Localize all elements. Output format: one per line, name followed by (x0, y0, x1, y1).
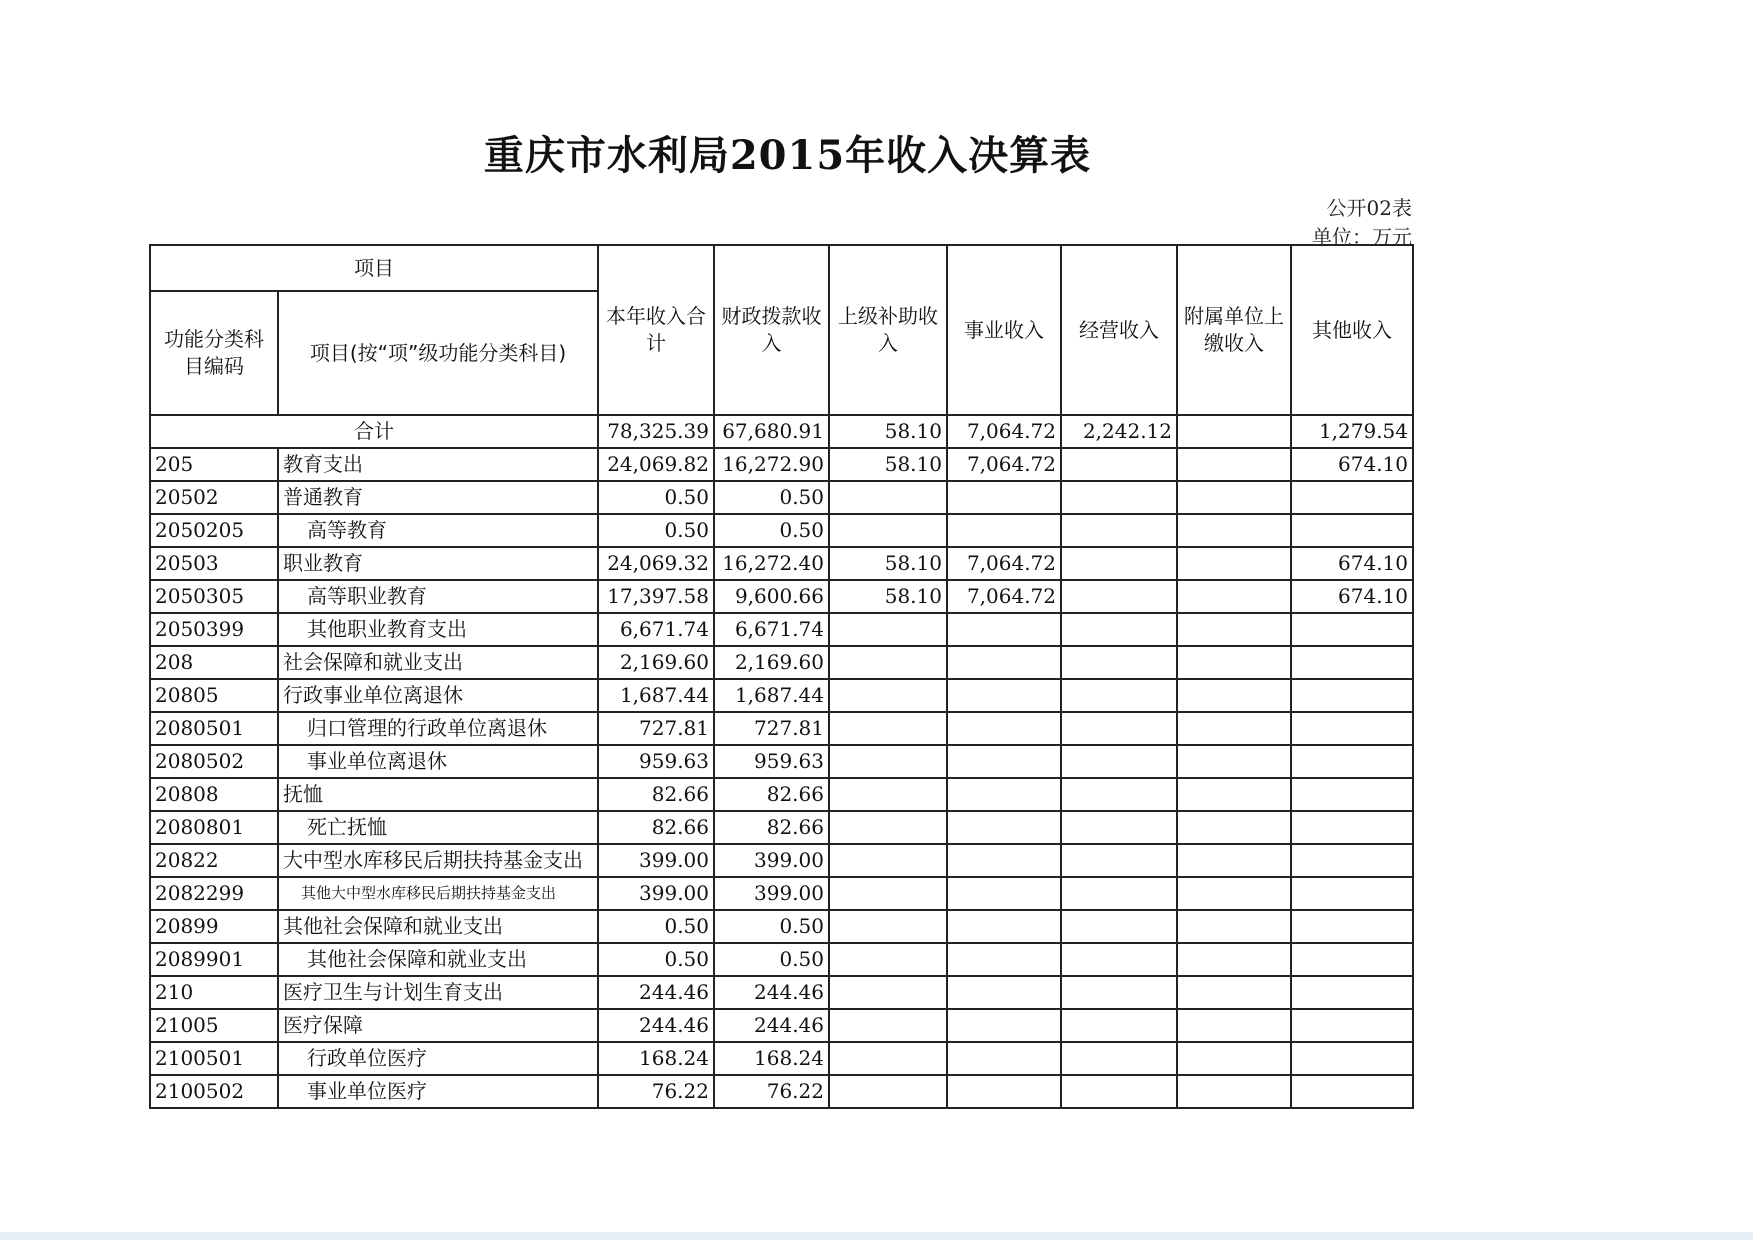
cell-code: 2089901 (150, 943, 278, 976)
cell-operating (1061, 712, 1177, 745)
cell-operating: 2,242.12 (1061, 415, 1177, 448)
cell-business: 7,064.72 (947, 580, 1061, 613)
cell-code: 2100502 (150, 1075, 278, 1108)
cell-code: 205 (150, 448, 278, 481)
cell-affiliated (1177, 1009, 1291, 1042)
cell-affiliated (1177, 646, 1291, 679)
cell-subsidy (829, 811, 947, 844)
cell-fiscal: 0.50 (714, 514, 829, 547)
cell-item-name: 医疗保障 (278, 1009, 598, 1042)
cell-total: 6,671.74 (598, 613, 714, 646)
cell-fiscal: 0.50 (714, 481, 829, 514)
cell-operating (1061, 514, 1177, 547)
cell-subsidy: 58.10 (829, 580, 947, 613)
table-row (150, 679, 1413, 712)
cell-code: 2080502 (150, 745, 278, 778)
cell-business (947, 778, 1061, 811)
cell-subsidy (829, 514, 947, 547)
cell-code: 20808 (150, 778, 278, 811)
cell-subsidy: 58.10 (829, 415, 947, 448)
table-row (150, 943, 1413, 976)
cell-item-name: 事业单位医疗 (278, 1075, 598, 1108)
cell-affiliated (1177, 910, 1291, 943)
cell-business (947, 877, 1061, 910)
header-item-group: 项目 (150, 245, 598, 291)
header-subsidy: 上级补助收入 (829, 245, 947, 415)
cell-item-name: 死亡抚恤 (278, 811, 598, 844)
cell-operating (1061, 745, 1177, 778)
cell-fiscal: 399.00 (714, 877, 829, 910)
cell-item-name: 其他职业教育支出 (278, 613, 598, 646)
cell-operating (1061, 679, 1177, 712)
cell-item-name: 职业教育 (278, 547, 598, 580)
cell-affiliated (1177, 613, 1291, 646)
cell-total: 24,069.32 (598, 547, 714, 580)
cell-operating (1061, 943, 1177, 976)
cell-subsidy (829, 1042, 947, 1075)
cell-item-name: 事业单位离退休 (278, 745, 598, 778)
cell-affiliated (1177, 514, 1291, 547)
cell-business (947, 844, 1061, 877)
cell-total: 24,069.82 (598, 448, 714, 481)
cell-fiscal: 16,272.40 (714, 547, 829, 580)
cell-total: 1,687.44 (598, 679, 714, 712)
cell-other (1291, 745, 1413, 778)
cell-code: 20502 (150, 481, 278, 514)
cell-total: 0.50 (598, 514, 714, 547)
cell-fiscal: 727.81 (714, 712, 829, 745)
cell-operating (1061, 1075, 1177, 1108)
cell-affiliated (1177, 943, 1291, 976)
cell-item-name: 大中型水库移民后期扶持基金支出 (278, 844, 598, 877)
cell-item-name: 高等教育 (278, 514, 598, 547)
cell-fiscal: 244.46 (714, 976, 829, 1009)
cell-code: 20805 (150, 679, 278, 712)
form-number: 公开02表 (1326, 196, 1412, 220)
page-title: 重庆市水利局2015年收入决算表 (483, 132, 1092, 179)
cell-affiliated (1177, 877, 1291, 910)
cell-other (1291, 910, 1413, 943)
cell-total: 82.66 (598, 778, 714, 811)
cell-item-name: 高等职业教育 (278, 580, 598, 613)
table-row (150, 1009, 1413, 1042)
cell-affiliated (1177, 448, 1291, 481)
cell-business (947, 712, 1061, 745)
cell-code: 2082299 (150, 877, 278, 910)
cell-item-name: 抚恤 (278, 778, 598, 811)
table-row (150, 580, 1413, 613)
cell-total: 0.50 (598, 481, 714, 514)
cell-code: 208 (150, 646, 278, 679)
cell-total: 959.63 (598, 745, 714, 778)
cell-subsidy (829, 1075, 947, 1108)
cell-fiscal: 6,671.74 (714, 613, 829, 646)
cell-operating (1061, 448, 1177, 481)
cell-other: 674.10 (1291, 448, 1413, 481)
header-fiscal: 财政拨款收入 (714, 245, 829, 415)
cell-business: 7,064.72 (947, 547, 1061, 580)
cell-subsidy: 58.10 (829, 448, 947, 481)
cell-business (947, 910, 1061, 943)
cell-subsidy (829, 910, 947, 943)
cell-other: 674.10 (1291, 547, 1413, 580)
cell-business (947, 613, 1061, 646)
cell-fiscal: 67,680.91 (714, 415, 829, 448)
cell-other (1291, 778, 1413, 811)
cell-item-name: 行政事业单位离退休 (278, 679, 598, 712)
cell-other (1291, 613, 1413, 646)
cell-code: 20503 (150, 547, 278, 580)
cell-business (947, 646, 1061, 679)
cell-code: 2050205 (150, 514, 278, 547)
cell-affiliated (1177, 580, 1291, 613)
cell-fiscal: 1,687.44 (714, 679, 829, 712)
cell-fiscal: 244.46 (714, 1009, 829, 1042)
cell-total: 78,325.39 (598, 415, 714, 448)
cell-other (1291, 844, 1413, 877)
cell-business (947, 1075, 1061, 1108)
cell-code: 2050399 (150, 613, 278, 646)
table-row (150, 613, 1413, 646)
table-row (150, 646, 1413, 679)
cell-code: 20899 (150, 910, 278, 943)
cell-other (1291, 679, 1413, 712)
table-row (150, 910, 1413, 943)
cell-fiscal: 168.24 (714, 1042, 829, 1075)
table-row (150, 976, 1413, 1009)
cell-subsidy (829, 877, 947, 910)
cell-item-name: 归口管理的行政单位离退休 (278, 712, 598, 745)
income-statement-table (149, 244, 1414, 1109)
cell-item-name: 行政单位医疗 (278, 1042, 598, 1075)
cell-business (947, 514, 1061, 547)
cell-operating (1061, 778, 1177, 811)
cell-affiliated (1177, 415, 1291, 448)
cell-fiscal: 399.00 (714, 844, 829, 877)
cell-subsidy (829, 844, 947, 877)
cell-affiliated (1177, 547, 1291, 580)
cell-code: 2080501 (150, 712, 278, 745)
cell-operating (1061, 613, 1177, 646)
cell-total: 244.46 (598, 1009, 714, 1042)
cell-operating (1061, 811, 1177, 844)
cell-code: 210 (150, 976, 278, 1009)
cell-other (1291, 877, 1413, 910)
cell-other (1291, 646, 1413, 679)
table-row (150, 877, 1413, 910)
cell-item-name: 其他社会保障和就业支出 (278, 910, 598, 943)
cell-code: 2080801 (150, 811, 278, 844)
cell-affiliated (1177, 481, 1291, 514)
cell-business: 7,064.72 (947, 415, 1061, 448)
cell-business (947, 1009, 1061, 1042)
cell-affiliated (1177, 712, 1291, 745)
table-row (150, 745, 1413, 778)
cell-item-name: 社会保障和就业支出 (278, 646, 598, 679)
cell-affiliated (1177, 811, 1291, 844)
cell-total: 0.50 (598, 910, 714, 943)
header-operating: 经营收入 (1061, 245, 1177, 415)
cell-business (947, 1042, 1061, 1075)
cell-business (947, 976, 1061, 1009)
cell-fiscal: 82.66 (714, 811, 829, 844)
table-row (150, 514, 1413, 547)
cell-affiliated (1177, 1042, 1291, 1075)
cell-business (947, 943, 1061, 976)
cell-business: 7,064.72 (947, 448, 1061, 481)
cell-code: 20822 (150, 844, 278, 877)
header-affiliated: 附属单位上缴收入 (1177, 245, 1291, 415)
table-row (150, 712, 1413, 745)
table-row (150, 448, 1413, 481)
cell-operating (1061, 844, 1177, 877)
table-row (150, 547, 1413, 580)
cell-total: 727.81 (598, 712, 714, 745)
cell-item-name: 其他社会保障和就业支出 (278, 943, 598, 976)
cell-total: 2,169.60 (598, 646, 714, 679)
cell-subsidy (829, 712, 947, 745)
table-row (150, 1075, 1413, 1108)
cell-fiscal: 82.66 (714, 778, 829, 811)
cell-operating (1061, 910, 1177, 943)
cell-affiliated (1177, 778, 1291, 811)
cell-fiscal: 9,600.66 (714, 580, 829, 613)
cell-affiliated (1177, 1075, 1291, 1108)
cell-operating (1061, 646, 1177, 679)
table-row (150, 778, 1413, 811)
cell-item-name: 医疗卫生与计划生育支出 (278, 976, 598, 1009)
cell-fiscal: 2,169.60 (714, 646, 829, 679)
table-row (150, 481, 1413, 514)
cell-other (1291, 481, 1413, 514)
cell-code: 2100501 (150, 1042, 278, 1075)
cell-other (1291, 811, 1413, 844)
table-row (150, 811, 1413, 844)
cell-item-name: 普通教育 (278, 481, 598, 514)
cell-affiliated (1177, 745, 1291, 778)
total-label: 合计 (150, 415, 598, 448)
cell-other (1291, 943, 1413, 976)
cell-total: 168.24 (598, 1042, 714, 1075)
cell-operating (1061, 481, 1177, 514)
cell-subsidy (829, 1009, 947, 1042)
cell-business (947, 811, 1061, 844)
cell-fiscal: 959.63 (714, 745, 829, 778)
table-row (150, 1042, 1413, 1075)
total-row (150, 415, 1413, 448)
table-row (150, 844, 1413, 877)
unit-label: 单位：万元 (1312, 225, 1412, 249)
header-total: 本年收入合计 (598, 245, 714, 415)
cell-other: 1,279.54 (1291, 415, 1413, 448)
cell-total: 399.00 (598, 877, 714, 910)
cell-subsidy (829, 646, 947, 679)
cell-total: 76.22 (598, 1075, 714, 1108)
cell-total: 17,397.58 (598, 580, 714, 613)
cell-other (1291, 1042, 1413, 1075)
cell-operating (1061, 877, 1177, 910)
cell-other (1291, 712, 1413, 745)
header-item: 项目(按“项”级功能分类科目) (278, 291, 598, 415)
cell-operating (1061, 1042, 1177, 1075)
cell-total: 399.00 (598, 844, 714, 877)
cell-other (1291, 514, 1413, 547)
header-business: 事业收入 (947, 245, 1061, 415)
cell-business (947, 745, 1061, 778)
cell-subsidy (829, 679, 947, 712)
cell-affiliated (1177, 679, 1291, 712)
cell-other (1291, 976, 1413, 1009)
cell-fiscal: 0.50 (714, 943, 829, 976)
scan-edge (0, 1232, 1753, 1240)
cell-subsidy (829, 976, 947, 1009)
cell-item-name: 其他大中型水库移民后期扶持基金支出 (278, 877, 598, 910)
cell-code: 2050305 (150, 580, 278, 613)
header-code: 功能分类科目编码 (150, 291, 278, 415)
cell-business (947, 679, 1061, 712)
cell-fiscal: 16,272.90 (714, 448, 829, 481)
cell-operating (1061, 580, 1177, 613)
header-other: 其他收入 (1291, 245, 1413, 415)
cell-operating (1061, 1009, 1177, 1042)
cell-subsidy (829, 481, 947, 514)
cell-total: 244.46 (598, 976, 714, 1009)
cell-total: 0.50 (598, 943, 714, 976)
cell-total: 82.66 (598, 811, 714, 844)
cell-fiscal: 76.22 (714, 1075, 829, 1108)
cell-operating (1061, 547, 1177, 580)
cell-subsidy (829, 613, 947, 646)
cell-subsidy: 58.10 (829, 547, 947, 580)
cell-code: 21005 (150, 1009, 278, 1042)
cell-other: 674.10 (1291, 580, 1413, 613)
cell-other (1291, 1075, 1413, 1108)
cell-item-name: 教育支出 (278, 448, 598, 481)
cell-subsidy (829, 778, 947, 811)
cell-fiscal: 0.50 (714, 910, 829, 943)
cell-business (947, 481, 1061, 514)
cell-other (1291, 1009, 1413, 1042)
cell-affiliated (1177, 844, 1291, 877)
cell-operating (1061, 976, 1177, 1009)
cell-affiliated (1177, 976, 1291, 1009)
cell-subsidy (829, 943, 947, 976)
cell-subsidy (829, 745, 947, 778)
